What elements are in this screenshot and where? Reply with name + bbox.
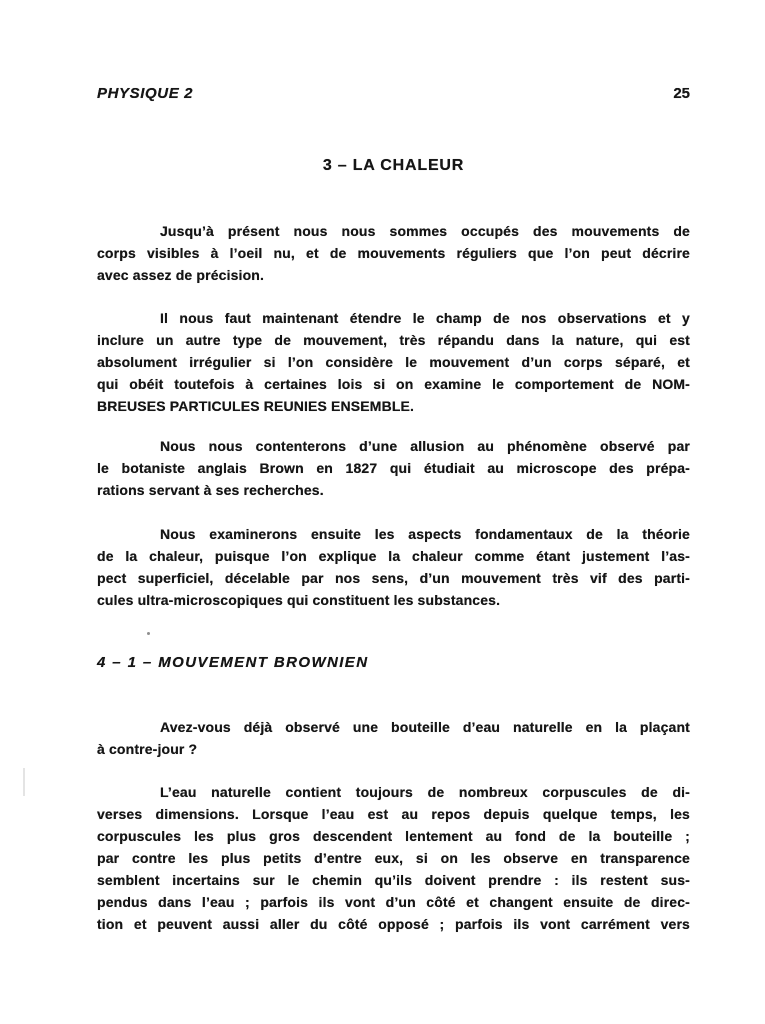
paragraph — [97, 435, 690, 501]
text-line: Nous nous contenterons d’une allusion au phénomène observé par — [160, 438, 690, 454]
running-title: PHYSIQUE 2 — [97, 85, 194, 102]
paragraph — [97, 220, 690, 286]
text-line: Il nous faut maintenant étendre le champ de nos observations et y — [160, 310, 690, 326]
text-line: pendus dans l’eau ; parfois ils vont d’un côté et changent ensuite de direc- — [97, 894, 690, 910]
text-line: rations servant à ses recherches. — [97, 482, 324, 498]
text-line: verses dimensions. Lorsque l’eau est au repos depuis quelque temps, les — [97, 806, 690, 822]
text-line: qui obéit toutefois à certaines lois si on examine le comportement de NOM- — [97, 376, 690, 392]
paragraph — [97, 781, 690, 935]
paragraph — [97, 523, 690, 611]
chapter-title: 3 – LA CHALEUR — [322, 157, 465, 174]
paragraph — [97, 307, 690, 417]
page-header — [97, 85, 690, 102]
text-line: L’eau naturelle contient toujours de nombreux corpuscules de di- — [160, 784, 690, 800]
text-line: corps visibles à l’oeil nu, et de mouvements réguliers que l’on peut décrire — [97, 245, 690, 261]
text-line: Jusqu’à présent nous nous sommes occupés des mouvements de — [160, 223, 690, 239]
section-heading: 4 – 1 – MOUVEMENT BROWNIEN — [97, 654, 369, 671]
text-line: pect superficiel, décelable par nos sens, d’un mouvement très vif des parti- — [97, 570, 690, 586]
text-line: avec assez de précision. — [97, 267, 265, 283]
text-line: cules ultra-microscopiques qui constituent les substances. — [97, 592, 501, 608]
text-line: BREUSES PARTICULES REUNIES ENSEMBLE. — [97, 398, 415, 414]
scan-line-artifact — [23, 768, 25, 796]
page-number: 25 — [673, 85, 690, 102]
text-line: le botaniste anglais Brown en 1827 qui étudiait au microscope des prépa- — [97, 460, 690, 476]
text-line: corpuscules les plus gros descendent lentement au fond de la bouteille ; — [97, 828, 690, 844]
text-line: à contre-jour ? — [97, 741, 198, 757]
text-line: tion et peuvent aussi aller du côté opposé ; parfois ils vont carrément vers — [97, 916, 690, 932]
text-line: Avez-vous déjà observé une bouteille d’eau naturelle en la plaçant — [160, 719, 690, 735]
text-line: semblent incertains sur le chemin qu’ils doivent prendre : ils restent sus- — [97, 872, 690, 888]
body-text — [97, 220, 690, 935]
text-line: inclure un autre type de mouvement, très répandu dans la nature, qui est — [97, 332, 690, 348]
text-line: Nous examinerons ensuite les aspects fondamentaux de la théorie — [160, 526, 690, 542]
text-line: absolument irrégulier si l’on considère le mouvement d’un corps séparé, et — [97, 354, 690, 370]
text-line: par contre les plus petits d’entre eux, si on les observe en transparence — [97, 850, 690, 866]
scan-speck-artifact — [147, 632, 150, 635]
paragraph — [97, 716, 690, 760]
text-line: de la chaleur, puisque l’on explique la chaleur comme étant justement l’as- — [97, 548, 690, 564]
